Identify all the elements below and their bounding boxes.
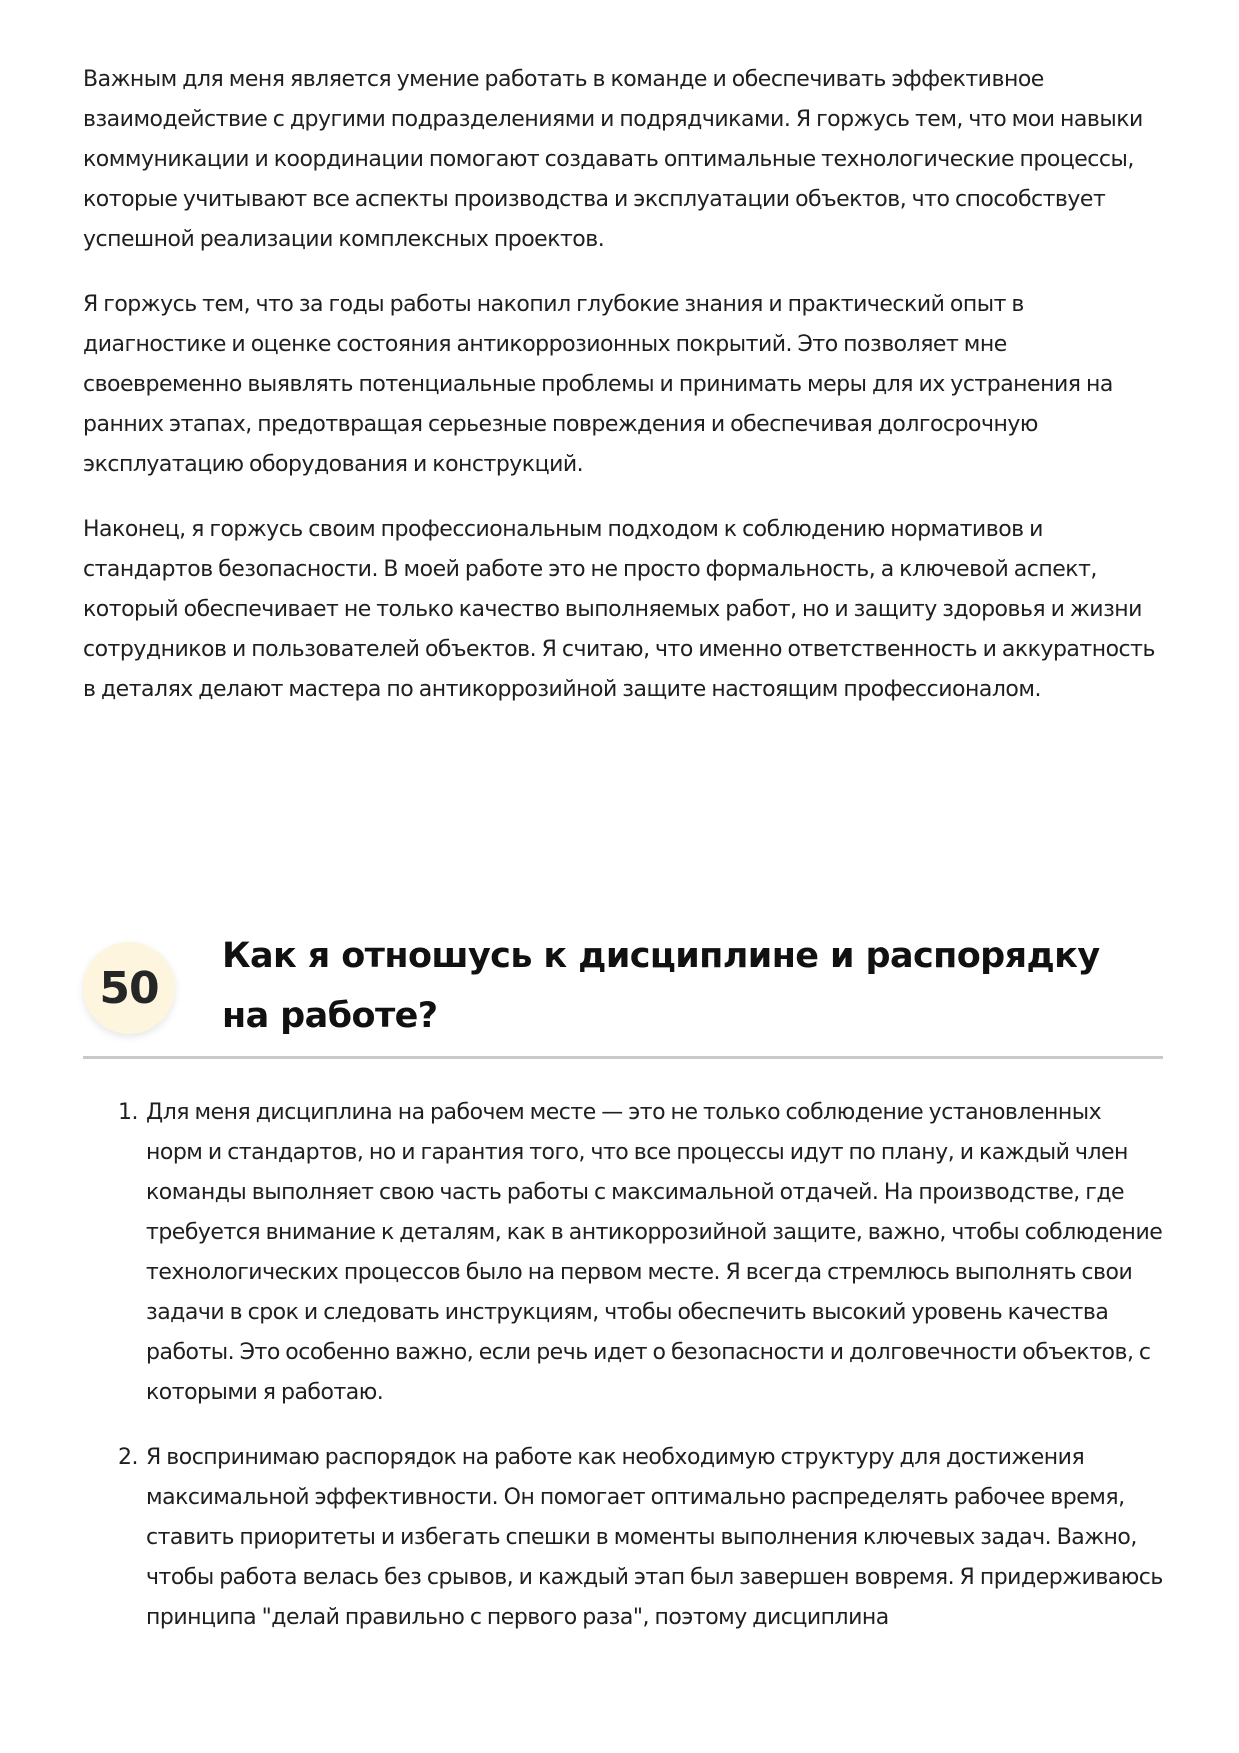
answer-list [83,1093,1163,1663]
document-body [83,60,1163,735]
paragraph-diagnostics: Я горжусь тем, что за годы работы накопил глубокие знания и практический опыт в диагностике и оценке состояния антикоррозионных покрытий. Это позволяет мне своевременно выявлять потенциальные проблемы и принимать меры для их устранения на ранних этапах, предотвращая серьезные повреждения и обеспечивая долгосрочную эксплуатацию оборудования и конструкций. [83,292,1113,477]
question-section [83,918,1163,1630]
answer-number: 2. [118,1445,138,1470]
answer-text: Я воспринимаю распорядок на работе как необходимую структуру для достижения максимальной эффективности. Он помогает оптимально распределять рабочее время, ставить приоритеты и избегать спешки в моменты выполнения ключевых задач. Важно, чтобы работа велась без срывов, и каждый этап был завершен вовремя. Я придерживаюсь принципа "делай правильно с первого раза", поэтому дисциплина [146,1445,1163,1630]
answer-text: Для меня дисциплина на рабочем месте — это не только соблюдение установленных норм и стандартов, но и гарантия того, что все процессы идут по плану, и каждый член команды выполняет свою часть работы с максимальной отдачей. На производстве, где требуется внимание к деталям, как в антикоррозийной защите, важно, чтобы соблюдение технологических процессов было на первом месте. Я всегда стремлюсь выполнять свои задачи в срок и следовать инструкциям, чтобы обеспечить высокий уровень качества работы. Это особенно важно, если речь идет о безопасности и долговечности объектов, с которыми я работаю. [146,1100,1163,1405]
paragraph-safety: Наконец, я горжусь своим профессиональным подходом к соблюдению нормативов и стандартов безопасности. В моей работе это не просто формальность, а ключевой аспект, который обеспечивает не только качество выполняемых работ, но и защиту здоровья и жизни сотрудников и пользователей объектов. Я считаю, что именно ответственность и аккуратность в деталях делают мастера по антикоррозийной защите настоящим профессионалом. [83,517,1155,702]
question-number-badge: 50 [83,942,175,1034]
question-header [83,918,1163,1059]
answer-item [83,1438,1163,1638]
paragraph-teamwork: Важным для меня является умение работать в команде и обеспечивать эффективное взаимодействие с другими подразделениями и подрядчиками. Я горжусь тем, что мои навыки коммуникации и координации помогают создавать оптимальные технологические процессы, которые учитывают все аспекты производства и эксплуатации объектов, что способствует успешной реализации комплексных проектов. [83,67,1143,252]
answer-item [83,1093,1163,1413]
answer-number: 1. [118,1100,138,1125]
question-title: Как я отношусь к дисциплине и распорядку на работе? [222,936,1100,1036]
